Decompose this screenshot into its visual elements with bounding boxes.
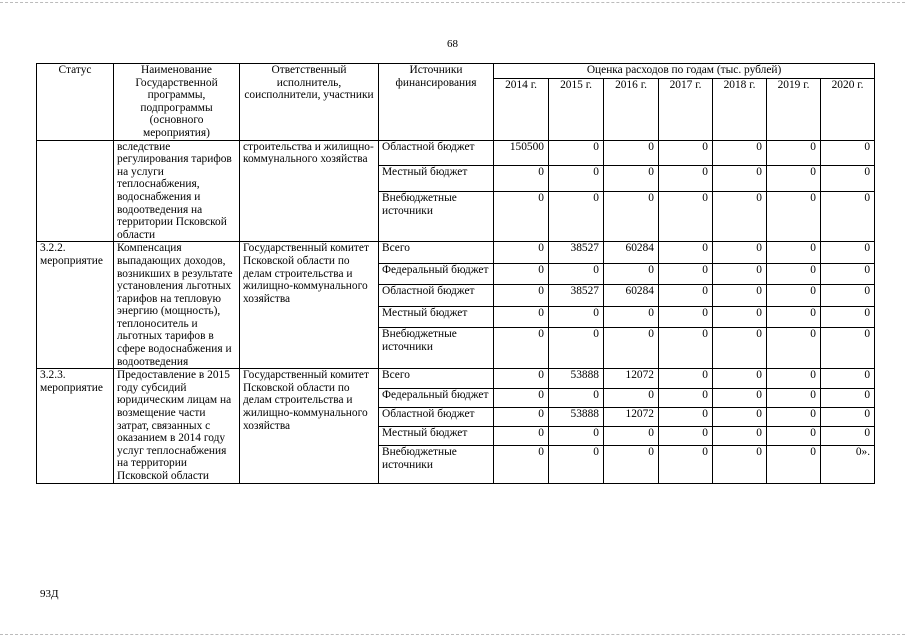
value-cell: 0 (821, 140, 875, 166)
value-cell: 0 (659, 242, 713, 263)
value-cell: 12072 (604, 407, 659, 426)
value-cell: 0 (549, 140, 604, 166)
value-cell: 0 (713, 388, 767, 407)
value-cell: 0 (659, 306, 713, 327)
value-cell: 0 (821, 407, 875, 426)
value-cell: 0 (549, 306, 604, 327)
value-cell: 0 (821, 263, 875, 284)
funding-source-cell: Внебюджетные источники (379, 327, 494, 368)
value-cell: 0 (767, 407, 821, 426)
table-body (37, 140, 875, 483)
value-cell: 0 (494, 306, 549, 327)
value-cell: 0 (494, 446, 549, 483)
value-cell: 0 (604, 427, 659, 446)
value-cell: 0 (713, 306, 767, 327)
table-row (37, 140, 875, 166)
funding-source-cell: Федеральный бюджет (379, 388, 494, 407)
value-cell: 0 (821, 388, 875, 407)
value-cell: 0 (494, 263, 549, 284)
header-year: 2019 г. (767, 78, 821, 140)
value-cell: 0 (713, 285, 767, 306)
value-cell: 0 (821, 306, 875, 327)
value-cell: 0 (659, 192, 713, 242)
header-year: 2018 г. (713, 78, 767, 140)
value-cell: 0 (713, 427, 767, 446)
value-cell: 0 (767, 306, 821, 327)
value-cell: 150500 (494, 140, 549, 166)
funding-source-cell: Местный бюджет (379, 306, 494, 327)
funding-source-cell: Федеральный бюджет (379, 263, 494, 284)
value-cell: 38527 (549, 285, 604, 306)
header-year: 2015 г. (549, 78, 604, 140)
header-year: 2016 г. (604, 78, 659, 140)
value-cell: 0 (767, 285, 821, 306)
value-cell: 0 (659, 285, 713, 306)
page-number: 68 (447, 38, 458, 50)
value-cell: 0 (604, 192, 659, 242)
table-row (37, 242, 875, 263)
funding-source-cell: Областной бюджет (379, 285, 494, 306)
value-cell: 0 (549, 388, 604, 407)
value-cell: 12072 (604, 369, 659, 388)
value-cell: 0 (659, 327, 713, 368)
responsible-cell: Государственный комитет Псковской области по делам строительства и жилищно-коммунального хозяйства (240, 369, 379, 483)
value-cell: 0 (767, 192, 821, 242)
value-cell: 0 (494, 388, 549, 407)
value-cell: 0 (767, 427, 821, 446)
value-cell: 0 (494, 327, 549, 368)
value-cell: 0 (604, 166, 659, 192)
value-cell: 0 (767, 388, 821, 407)
table-header (37, 64, 875, 141)
value-cell: 0 (494, 285, 549, 306)
funding-source-cell: Внебюджетные источники (379, 192, 494, 242)
value-cell: 0 (659, 446, 713, 483)
header-expense-group: Оценка расходов по годам (тыс. рублей) (494, 64, 875, 79)
value-cell: 0». (821, 446, 875, 483)
value-cell: 0 (767, 327, 821, 368)
header-status: Статус (37, 64, 114, 141)
header-year: 2014 г. (494, 78, 549, 140)
responsible-cell: строительства и жилищно-коммунального хозяйства (240, 140, 379, 242)
value-cell: 0 (494, 166, 549, 192)
value-cell: 0 (713, 263, 767, 284)
funding-source-cell: Областной бюджет (379, 407, 494, 426)
value-cell: 0 (549, 427, 604, 446)
value-cell: 0 (821, 427, 875, 446)
value-cell: 60284 (604, 242, 659, 263)
value-cell: 0 (767, 242, 821, 263)
value-cell: 0 (767, 140, 821, 166)
header-program-name: Наименование Государственной программы, подпрограммы (основного мероприятия) (114, 64, 240, 141)
value-cell: 53888 (549, 369, 604, 388)
expenses-table (36, 63, 875, 484)
value-cell: 0 (713, 446, 767, 483)
value-cell: 0 (821, 166, 875, 192)
value-cell: 0 (604, 327, 659, 368)
value-cell: 0 (494, 242, 549, 263)
value-cell: 0 (713, 192, 767, 242)
value-cell: 0 (604, 446, 659, 483)
funding-source-cell: Областной бюджет (379, 140, 494, 166)
table-row (37, 369, 875, 388)
value-cell: 60284 (604, 285, 659, 306)
value-cell: 0 (713, 140, 767, 166)
bottom-edge-line (0, 634, 905, 635)
value-cell: 0 (821, 192, 875, 242)
top-edge-line (0, 2, 905, 3)
footer-code: 93Д (40, 588, 59, 600)
funding-source-cell: Местный бюджет (379, 166, 494, 192)
value-cell: 0 (821, 327, 875, 368)
header-responsible: Ответственный исполнитель, соисполнители, участники (240, 64, 379, 141)
value-cell: 0 (767, 369, 821, 388)
value-cell: 0 (713, 327, 767, 368)
value-cell: 0 (659, 369, 713, 388)
value-cell: 0 (659, 388, 713, 407)
value-cell: 0 (549, 327, 604, 368)
value-cell: 38527 (549, 242, 604, 263)
value-cell: 0 (767, 166, 821, 192)
program-name-cell: вследствие регулирования тарифов на услуги теплоснабжения, водоснабжения и водоотведения на территории Псковской области (114, 140, 240, 242)
status-cell: 3.2.3. мероприятие (37, 369, 114, 483)
value-cell: 0 (549, 446, 604, 483)
value-cell: 0 (659, 427, 713, 446)
header-year: 2020 г. (821, 78, 875, 140)
value-cell: 0 (713, 166, 767, 192)
header-sources: Источники финансирования (379, 64, 494, 141)
value-cell: 0 (494, 369, 549, 388)
value-cell: 0 (767, 263, 821, 284)
funding-source-cell: Внебюджетные источники (379, 446, 494, 483)
funding-source-cell: Всего (379, 369, 494, 388)
value-cell: 53888 (549, 407, 604, 426)
value-cell: 0 (549, 263, 604, 284)
status-cell (37, 140, 114, 242)
value-cell: 0 (659, 140, 713, 166)
value-cell: 0 (604, 388, 659, 407)
value-cell: 0 (659, 166, 713, 192)
value-cell: 0 (713, 407, 767, 426)
program-name-cell: Предоставление в 2015 году субсидий юридическим лицам на возмещение части затрат, связанных с оказанием в 2014 году услуг теплоснабжения на территории Псковской области (114, 369, 240, 483)
value-cell: 0 (713, 242, 767, 263)
funding-source-cell: Всего (379, 242, 494, 263)
value-cell: 0 (767, 446, 821, 483)
value-cell: 0 (821, 369, 875, 388)
status-cell: 3.2.2. мероприятие (37, 242, 114, 369)
header-year: 2017 г. (659, 78, 713, 140)
value-cell: 0 (494, 192, 549, 242)
value-cell: 0 (604, 140, 659, 166)
responsible-cell: Государственный комитет Псковской области по делам строительства и жилищно-коммунального хозяйства (240, 242, 379, 369)
value-cell: 0 (821, 285, 875, 306)
value-cell: 0 (549, 166, 604, 192)
value-cell: 0 (494, 407, 549, 426)
value-cell: 0 (604, 263, 659, 284)
value-cell: 0 (659, 407, 713, 426)
value-cell: 0 (604, 306, 659, 327)
value-cell: 0 (713, 369, 767, 388)
value-cell: 0 (549, 192, 604, 242)
value-cell: 0 (821, 242, 875, 263)
funding-source-cell: Местный бюджет (379, 427, 494, 446)
value-cell: 0 (659, 263, 713, 284)
value-cell: 0 (494, 427, 549, 446)
program-name-cell: Компенсация выпадающих доходов, возникших в результате установления льготных тарифов на тепловую энергию (мощность), теплоноситель и льготных тарифов в сфере водоснабжения и водоотведения (114, 242, 240, 369)
